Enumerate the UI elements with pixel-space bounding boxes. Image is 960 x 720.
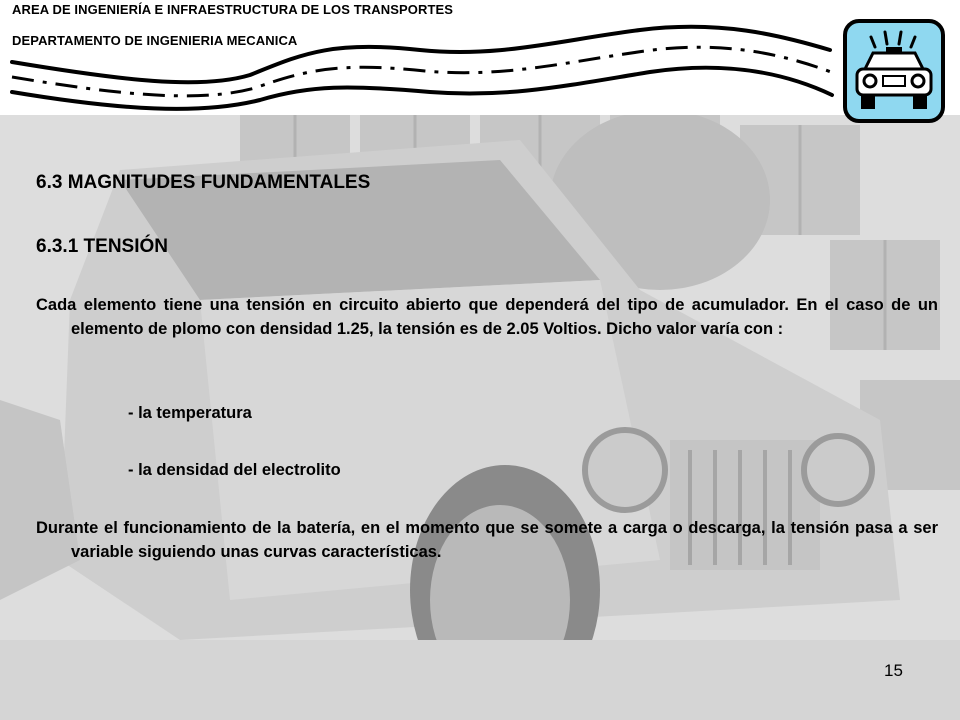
logo-car-badge bbox=[843, 19, 945, 123]
list-item-temperature: - la temperatura bbox=[128, 404, 252, 422]
page-number: 15 bbox=[884, 661, 903, 680]
paragraph-tension-variation: Durante el funcionamiento de la batería, en el momento que se somete a carga o descarga, la tensión pasa a ser variable siguiendo unas curvas características. bbox=[36, 519, 938, 561]
subsection-title: 6.3.1 TENSIÓN bbox=[36, 236, 168, 257]
section-title: 6.3 MAGNITUDES FUNDAMENTALES bbox=[36, 172, 371, 193]
road-decoration bbox=[0, 0, 960, 130]
header-department: DEPARTAMENTO DE INGENIERIA MECANICA bbox=[12, 33, 298, 48]
paragraph-tension-intro: Cada elemento tiene una tensión en circuito abierto que dependerá del tipo de acumulador. En el caso de un elemento de plomo con densidad 1.25, la tensión es de 2.05 Voltios. Dicho valor varía con : bbox=[36, 296, 938, 338]
header-organization: AREA DE INGENIERÍA E INFRAESTRUCTURA DE LOS TRANSPORTES bbox=[12, 2, 454, 17]
list-item-electrolyte-density: - la densidad del electrolito bbox=[128, 461, 341, 479]
car-icon bbox=[843, 19, 945, 123]
